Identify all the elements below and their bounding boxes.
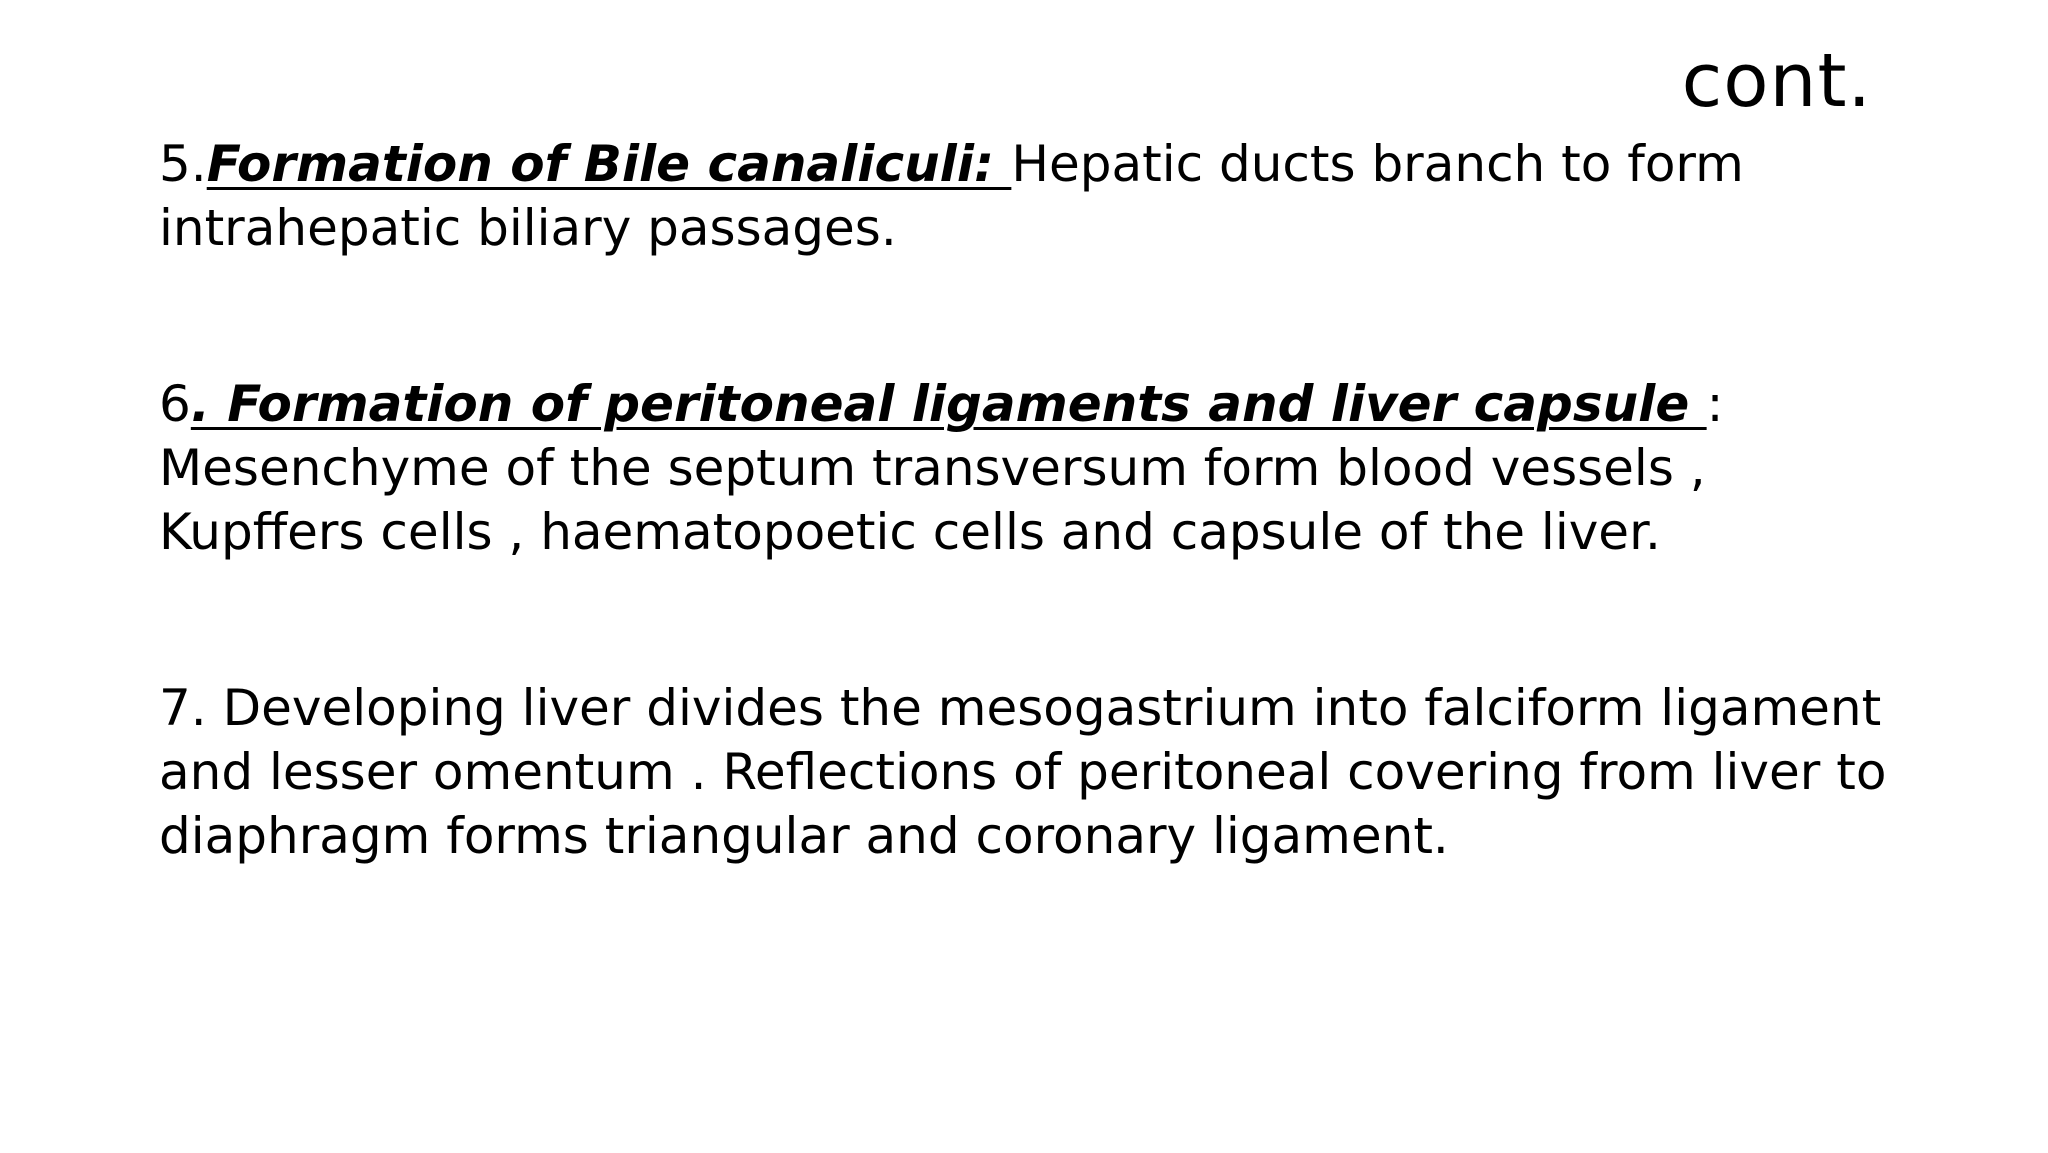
point-5 [159,132,1899,260]
point-text: Hepatic ducts branch to form intrahepatic biliary passages. [159,135,1744,257]
point-text: Mesenchyme of the septum transversum form blood vessels , Kupffers cells , haematopoetic cells and capsule of the liver. [159,439,1706,561]
point-text: Developing liver divides the mesogastrium into falciform ligament and lesser omentum . Reflections of peritoneal covering from liver to diaphragm forms triangular and coronary ligament. [159,679,1887,865]
slide-title: cont. [1681,38,1872,124]
point-7 [159,676,1899,868]
slide-body [159,132,1899,868]
point-number: 6 [159,375,191,433]
point-heading: . Formation of peritoneal ligaments and liver capsule [190,375,1707,433]
point-number: 7. [159,679,207,737]
point-heading: Formation of Bile canaliculi: [206,135,1012,193]
point-number: 5. [159,135,207,193]
point-separator: : [1706,375,1724,433]
point-6 [159,372,1899,564]
